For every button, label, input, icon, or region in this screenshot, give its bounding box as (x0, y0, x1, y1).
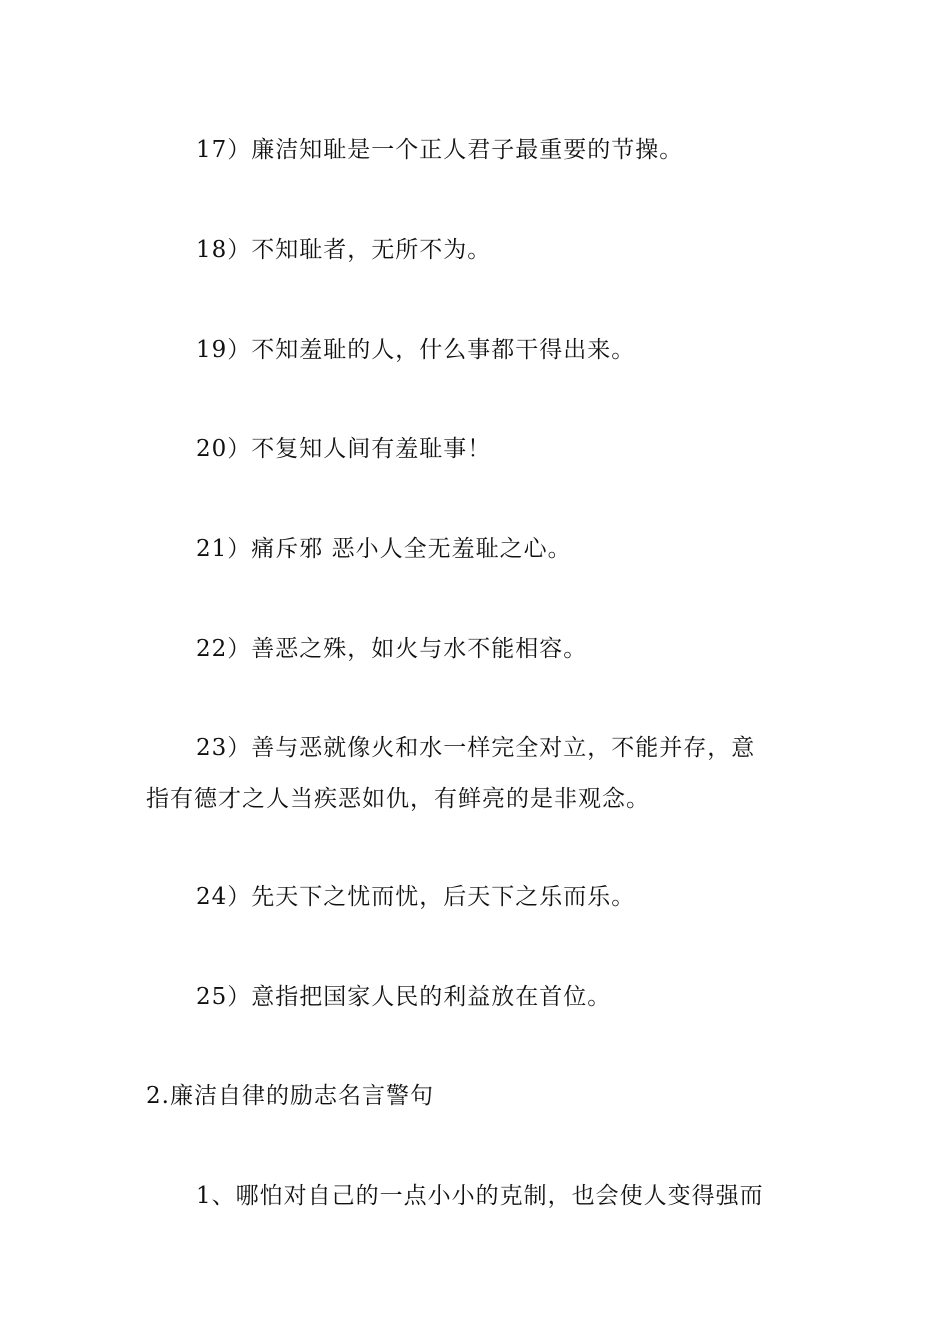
quote-item-22: 22）善恶之殊，如火与水不能相容。 (196, 636, 588, 662)
quote-item-23-line2: 指有德才之人当疾恶如仇，有鲜亮的是非观念。 (146, 786, 650, 812)
quote-item-24: 24）先天下之忧而忧，后天下之乐而乐。 (196, 884, 636, 910)
section-heading: 2.廉洁自律的励志名言警句 (146, 1083, 434, 1109)
section-item-1: 1、哪怕对自己的一点小小的克制，也会使人变得强而 (196, 1183, 764, 1209)
quote-item-17: 17）廉洁知耻是一个正人君子最重要的节操。 (196, 137, 684, 163)
quote-item-25: 25）意指把国家人民的利益放在首位。 (196, 984, 612, 1010)
quote-item-21: 21）痛斥邪 恶小人全无羞耻之心。 (196, 536, 572, 562)
quote-item-23-line1: 23）善与恶就像火和水一样完全对立，不能并存，意 (196, 735, 756, 761)
quote-item-19: 19）不知羞耻的人，什么事都干得出来。 (196, 337, 636, 363)
quote-item-20: 20）不复知人间有羞耻事！ (196, 436, 492, 462)
quote-item-18: 18）不知耻者，无所不为。 (196, 237, 492, 263)
